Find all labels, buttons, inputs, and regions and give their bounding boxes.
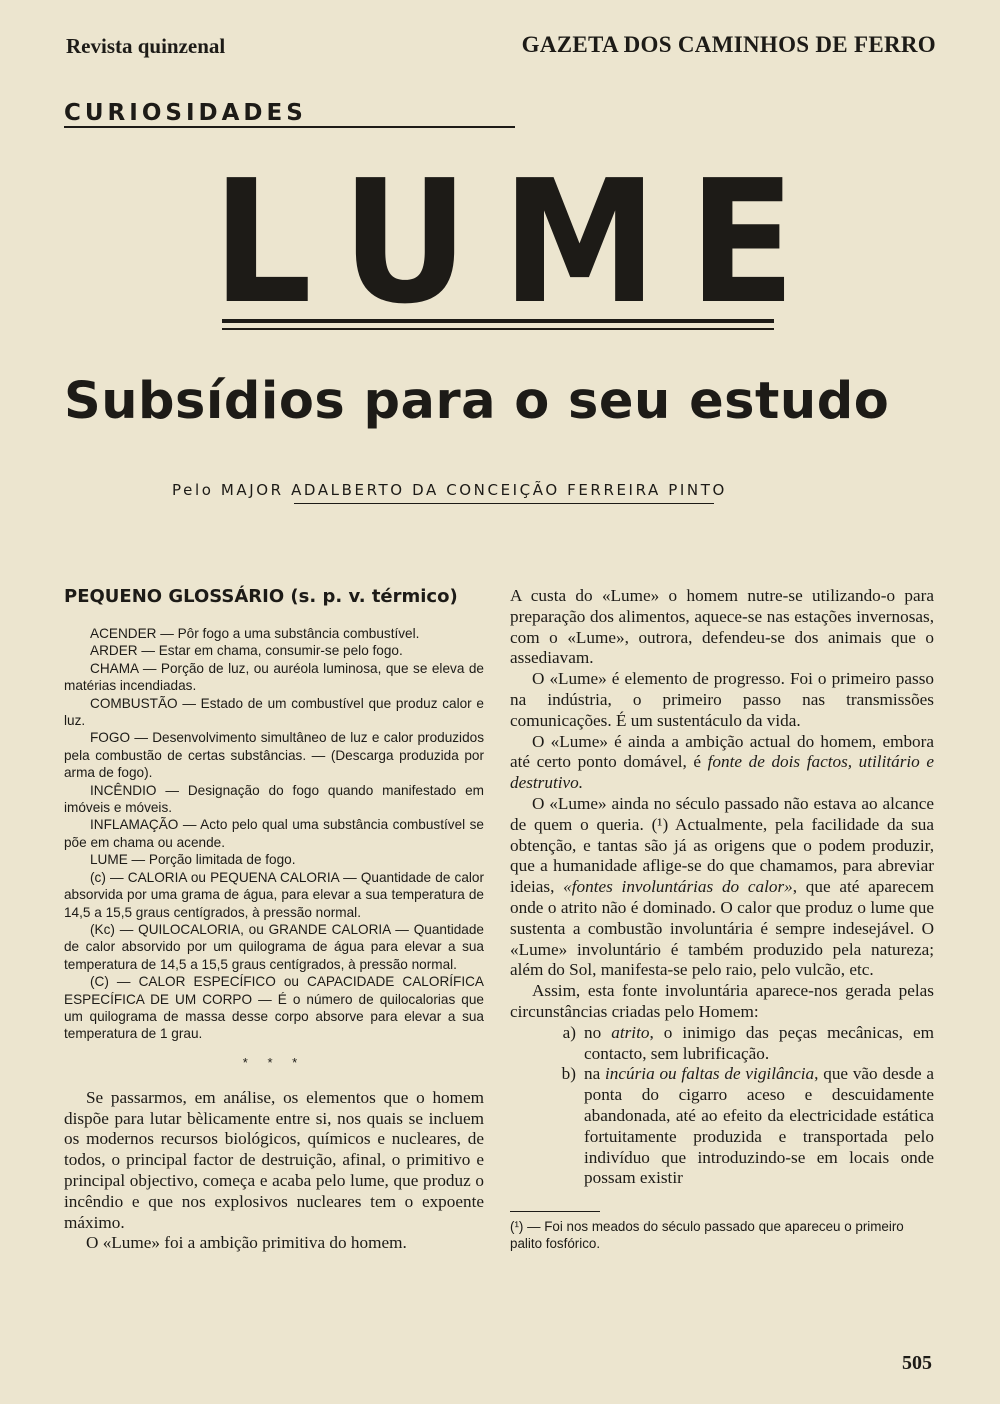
header-right: GAZETA DOS CAMINHOS DE FERRO — [521, 32, 936, 57]
list-text: na — [584, 1064, 606, 1084]
paragraph-italic: fonte de dois factos, utilitário e destrutivo. — [510, 752, 934, 793]
paragraph: Assim, esta fonte involuntária aparece-nos gerada pelas circunstâncias criadas pelo Homem: — [510, 981, 934, 1021]
list-item — [510, 1023, 934, 1065]
paragraph: O «Lume» é elemento de progresso. Foi o primeiro passo na indústria, o primeiro passo nas transmissões comunicações. É um sustentáculo da vida. — [510, 669, 934, 730]
glossary-title: PEQUENO GLOSSÁRIO (s. p. v. térmico) — [64, 586, 458, 607]
list-text: no — [584, 1022, 612, 1042]
right-column — [510, 586, 934, 1252]
title-rule-thick — [222, 319, 774, 323]
glossary-entry: (c) — CALORIA ou PEQUENA CALORIA — Quantidade de calor absorvida por uma grama de água, para elevar a sua temperatura de 14,5 a 15,5 graus centígrados, à pressão normal. — [64, 869, 484, 920]
paragraph: Se passarmos, em análise, os elementos que o homem dispõe para lutar bèlicamente entre si, nos quais se incluem os modernos recursos biológicos, químicos e nucleares, de todos, o principal factor de destruição, afinal, o primitivo e principal objectivo, começa e acaba pelo lume, que produz o incêndio e que nos explosivos nucleares tem o expoente máximo. — [64, 1087, 484, 1232]
paragraph-italic: «fontes involuntárias do calor» — [563, 877, 793, 897]
right-body — [510, 586, 934, 1023]
byline-rule — [294, 503, 714, 504]
list-text: , o inimigo das peças mecânicas, em contacto, sem lubrificação. — [584, 1022, 935, 1063]
glossary-entry: INCÊNDIO — Designação do fogo quando manifestado em imóveis e móveis. — [64, 782, 484, 816]
list-item-text — [584, 1023, 934, 1065]
paragraph — [510, 732, 934, 794]
section-separator: * * * — [242, 1054, 306, 1070]
paragraph — [510, 794, 934, 981]
section-rule — [64, 126, 515, 128]
byline: Pelo MAJOR ADALBERTO DA CONCEIÇÃO FERREIRA PINTO — [172, 481, 727, 499]
paragraph: A custa do «Lume» o homem nutre-se utilizando-o para preparação dos alimentos, aquece-se nas estações invernosas, com o «Lume», outrora, defendeu-se dos animais que o assediavam. — [510, 586, 934, 668]
list-italic: atrito — [611, 1022, 650, 1042]
list-italic: incúria ou faltas de vigilância — [605, 1064, 815, 1084]
glossary-entry: (Kc) — QUILOCALORIA, ou GRANDE CALORIA — Quantidade de calor absorvido por um quilograma de água para elevar a sua temperatura de 14,5 a 15,5 graus centígrados, à pressão normal. — [64, 921, 484, 972]
header-left: Revista quinzenal — [66, 34, 226, 58]
title-letter: U — [341, 144, 469, 342]
left-body — [64, 1088, 484, 1254]
list-marker: b) — [561, 1064, 576, 1084]
paragraph: O «Lume» foi a ambição primitiva do homem. — [86, 1233, 407, 1253]
glossary-entry: CHAMA — Porção de luz, ou auréola luminosa, que se eleva de matérias incendiadas. — [64, 660, 484, 694]
list-item — [510, 1064, 934, 1189]
footnote: (¹) — Foi nos meados do século passado que apareceu o primeiro palito fosfórico. — [510, 1219, 904, 1252]
glossary — [64, 625, 484, 1043]
glossary-entry: FOGO — Desenvolvimento simultâneo de luz e calor produzidos pela combustão de certas substâncias. — (Descarga produzida por arma de fogo). — [64, 730, 484, 781]
title-letter: E — [688, 144, 796, 342]
left-column — [64, 586, 484, 1254]
paragraph-text: O «Lume» é ainda a ambição actual do homem, embora até certo ponto domável, é — [510, 731, 934, 772]
section-title: CURIOSIDADES — [64, 100, 307, 126]
paragraph-text: O «Lume» ainda no século passado não estava ao alcance de quem o queria. (¹) Actualmente, pela facilidade da sua obtenção, e tantas são já as origens que o podem produzir, que a humanidade aflige-se do que chamamos, para abreviar ideias, — [510, 793, 934, 897]
list-marker: a) — [562, 1022, 576, 1042]
cause-list — [510, 1023, 934, 1189]
glossary-entry: ARDER — Estar em chama, consumir-se pelo fogo. — [90, 643, 403, 659]
list-text: , que vão desde a ponta do cigarro aceso e descuidamente abandonada, até ao efeito da electricidade estática fortuitamente produzida e transportada pelo indivíduo que introduzindo-se em locais onde possam existir — [584, 1064, 934, 1188]
glossary-entry: ACENDER — Pôr fogo a uma substância combustível. — [90, 626, 420, 641]
glossary-entry: LUME — Porção limitada de fogo. — [90, 852, 296, 868]
glossary-entry: COMBUSTÃO — Estado de um combustível que produz calor e luz. — [64, 695, 484, 729]
list-item-text — [584, 1064, 934, 1189]
paragraph-text: , que até aparecem onde o atrito não é dominado. O calor que produz o lume que sustenta a combustão involuntária é sempre indesejável. O «Lume» involuntário é também produzido pela natureza; além do Sol, manifesta-se pelo raio, pelo vulcão, etc. — [510, 877, 934, 980]
title-letter: M — [501, 144, 657, 342]
footnote-rule — [510, 1211, 600, 1212]
page-number: 505 — [902, 1352, 932, 1374]
title-rule-thin — [222, 328, 774, 330]
glossary-entry: INFLAMAÇÃO — Acto pelo qual uma substância combustível se põe em chama ou acende. — [64, 817, 484, 850]
glossary-entry: (C) — CALOR ESPECÍFICO ou CAPACIDADE CALORÍFICA ESPECÍFICA DE UM CORPO — É o número de quilocalorias que um quilograma de massa desse corpo absorve para elevar a sua temperatura de 1 grau. — [64, 974, 484, 1042]
subtitle: Subsídios para o seu estudo — [64, 372, 890, 431]
title-letter: L — [212, 144, 312, 342]
main-title — [208, 144, 800, 342]
